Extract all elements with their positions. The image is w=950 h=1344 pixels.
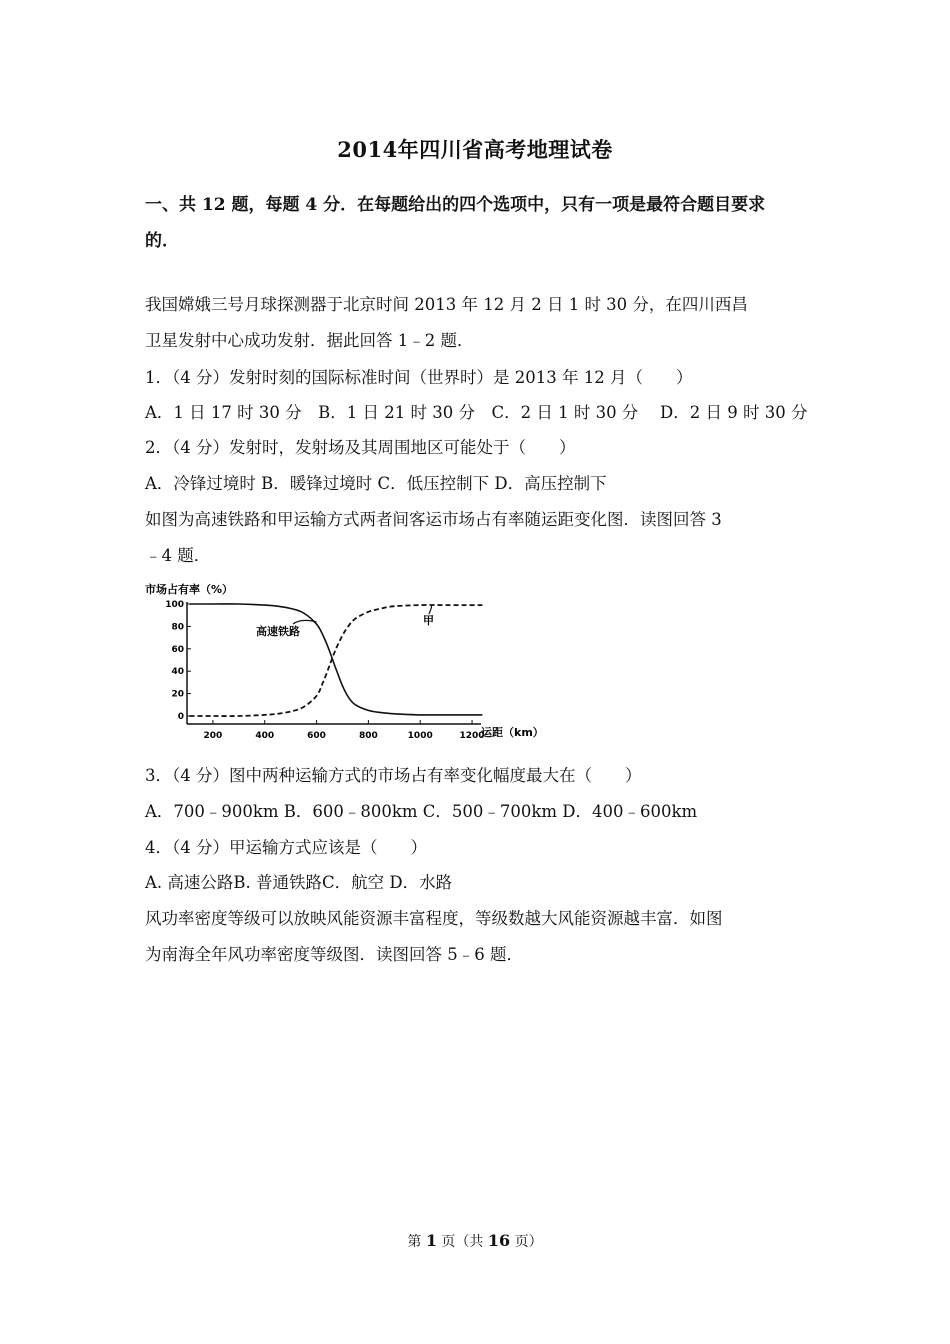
y-tick-label: 40 [171, 667, 184, 678]
series-line-jia [190, 605, 483, 716]
y-tick-label: 20 [171, 689, 184, 700]
question-4-options: A. 高速公路B. 普通铁路C．航空 D．水路 [145, 873, 453, 892]
intro-1-line-1: 我国嫦娥三号月球探测器于北京时间 2013 年 12 月 2 日 1 时 30 分，在四川西昌 [145, 295, 748, 314]
x-tick-label: 600 [307, 731, 326, 741]
question-3-stem: 3．（4 分）图中两种运输方式的市场占有率变化幅度最大在（ ） [145, 766, 642, 785]
x-tick-label: 400 [255, 731, 275, 741]
y-tick-label: 80 [171, 622, 184, 633]
x-axis-label: 运距（km） [481, 726, 544, 739]
footer-prefix: 第 [407, 1234, 426, 1250]
intro-3-line-2: 为南海全年风功率密度等级图．读图回答 5﹣6 题． [145, 945, 523, 964]
intro-1-line-2: 卫星发射中心成功发射．据此回答 1﹣2 题． [145, 331, 474, 350]
question-2-options: A．冷锋过境时 B．暖锋过境时 C．低压控制下 D．高压控制下 [145, 474, 607, 493]
footer-page-number: 1 [425, 1231, 437, 1250]
intro-3-line-1: 风功率密度等级可以放映风能资源丰富程度，等级数越大风能资源越丰富．如图 [145, 909, 723, 928]
footer-middle: 页（共 [436, 1234, 488, 1250]
intro-2-line-2: ﹣4 题． [145, 546, 211, 565]
series-label-leader-rail [293, 620, 317, 624]
series-label-leader-jia [429, 605, 432, 614]
section-heading-line-1: 一、共 12 题，每题 4 分．在每题给出的四个选项中，只有一项是最符合题目要求 [145, 195, 766, 215]
x-tick-label: 800 [358, 731, 378, 741]
footer-total-pages: 16 [487, 1231, 511, 1250]
question-1-stem: 1．（4 分）发射时刻的国际标准时间（世界时）是 2013 年 12 月（ ） [145, 368, 693, 387]
question-1-options: A．1 日 17 时 30 分 B．1 日 21 时 30 分 C．2 日 1 时 30 分 D．2 日 9 时 30 分 [145, 403, 808, 422]
y-tick-label: 100 [165, 600, 184, 610]
question-4-stem: 4．（4 分）甲运输方式应该是（ ） [145, 838, 427, 857]
footer-suffix: 页） [510, 1234, 543, 1250]
x-tick-label: 200 [203, 731, 223, 741]
section-heading-line-2: 的． [145, 231, 179, 251]
series-label-high-speed-rail: 高速铁路 [256, 625, 300, 638]
page-footer [0, 1231, 950, 1251]
y-axis-label: 市场占有率（%） [145, 583, 234, 596]
x-tick-label: 1200 [459, 731, 485, 741]
x-tick-label: 1000 [407, 731, 433, 741]
series-label-jia: 甲 [423, 614, 434, 627]
intro-2-line-1: 如图为高速铁路和甲运输方式两者间客运市场占有率随运距变化图．读图回答 3 [145, 510, 722, 529]
page-title: 2014年四川省高考地理试卷 [337, 137, 613, 162]
market-share-chart [145, 580, 555, 748]
y-tick-label: 0 [177, 712, 184, 722]
y-tick-label: 60 [171, 644, 184, 655]
question-2-stem: 2．（4 分）发射时，发射场及其周围地区可能处于（ ） [145, 438, 576, 457]
series-line-high-speed-rail [190, 604, 483, 715]
question-3-options: A．700﹣900km B．600﹣800km C．500﹣700km D．400﹣600km [145, 802, 698, 821]
